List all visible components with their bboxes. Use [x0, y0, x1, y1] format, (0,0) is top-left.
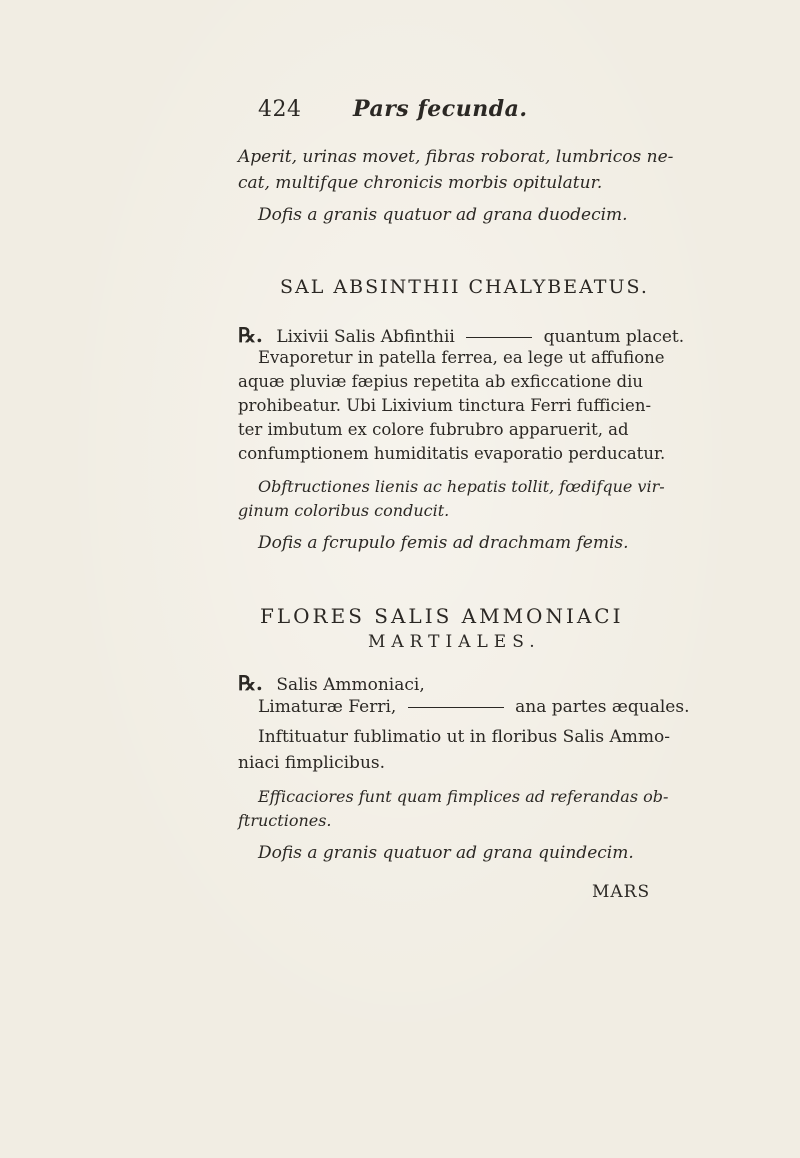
procedure-line-3: prohibeatur. Ubi Lixivium tinctura Ferri fufficien- [238, 396, 652, 415]
procedure-line-2: aquæ pluviæ fæpius repetita ab exficcatione diu [238, 372, 643, 391]
recipe-line-2 [258, 692, 689, 722]
effect-line-2: ftructiones. [238, 811, 332, 830]
recipe-symbol: ℞. [238, 671, 263, 695]
recipe-symbol: ℞. [238, 323, 263, 347]
procedure-line-1: Inftituatur fublimatio ut in floribus Salis Ammo- [258, 727, 670, 747]
effect-line-1: Obftructiones lienis ac hepatis tollit, fœdifque vir- [258, 477, 665, 496]
procedure-line-1: Evaporetur in patella ferrea, ea lege ut affufione [258, 348, 665, 367]
quantity: quantum placet. [543, 327, 685, 347]
page-header [258, 96, 528, 122]
effect-line-2: ginum coloribus conducit. [238, 501, 450, 520]
procedure-line-4: ter imbutum ex colore fubrubro apparuerit, ad [238, 420, 629, 439]
effects-line-2: cat, multifque chronicis morbis opitulatur. [238, 173, 603, 193]
ingredient: Limaturæ Ferri, [258, 697, 397, 717]
rule [466, 337, 532, 338]
rule [408, 707, 504, 708]
page-number: 424 [258, 97, 302, 122]
dose-line: Dofis a fcrupulo femis ad drachmam femis. [258, 533, 629, 553]
catchword: MARS [592, 882, 651, 902]
section-subheading: MARTIALES. [368, 632, 541, 652]
quantity: ana partes æquales. [515, 697, 690, 717]
effect-line-1: Efficaciores funt quam fimplices ad referandas ob- [258, 787, 669, 806]
section-heading: FLORES SALIS AMMONIACI [260, 604, 624, 628]
effects-line-1: Aperit, urinas movet, fibras roborat, lumbricos ne- [238, 147, 674, 167]
section-heading: SAL ABSINTHII CHALYBEATUS. [280, 276, 649, 298]
ingredient: Lixivii Salis Abfinthii [276, 327, 455, 347]
procedure-line-5: confumptionem humiditatis evaporatio perducatur. [238, 444, 666, 463]
dose-line: Dofis a granis quatuor ad grana quindecim. [258, 843, 634, 863]
ingredient: Salis Ammoniaci, [276, 675, 425, 695]
running-title: Pars fecunda. [353, 96, 528, 122]
procedure-line-2: niaci fimplicibus. [238, 753, 386, 773]
dose-line: Dofis a granis quatuor ad grana duodecim. [258, 205, 628, 225]
